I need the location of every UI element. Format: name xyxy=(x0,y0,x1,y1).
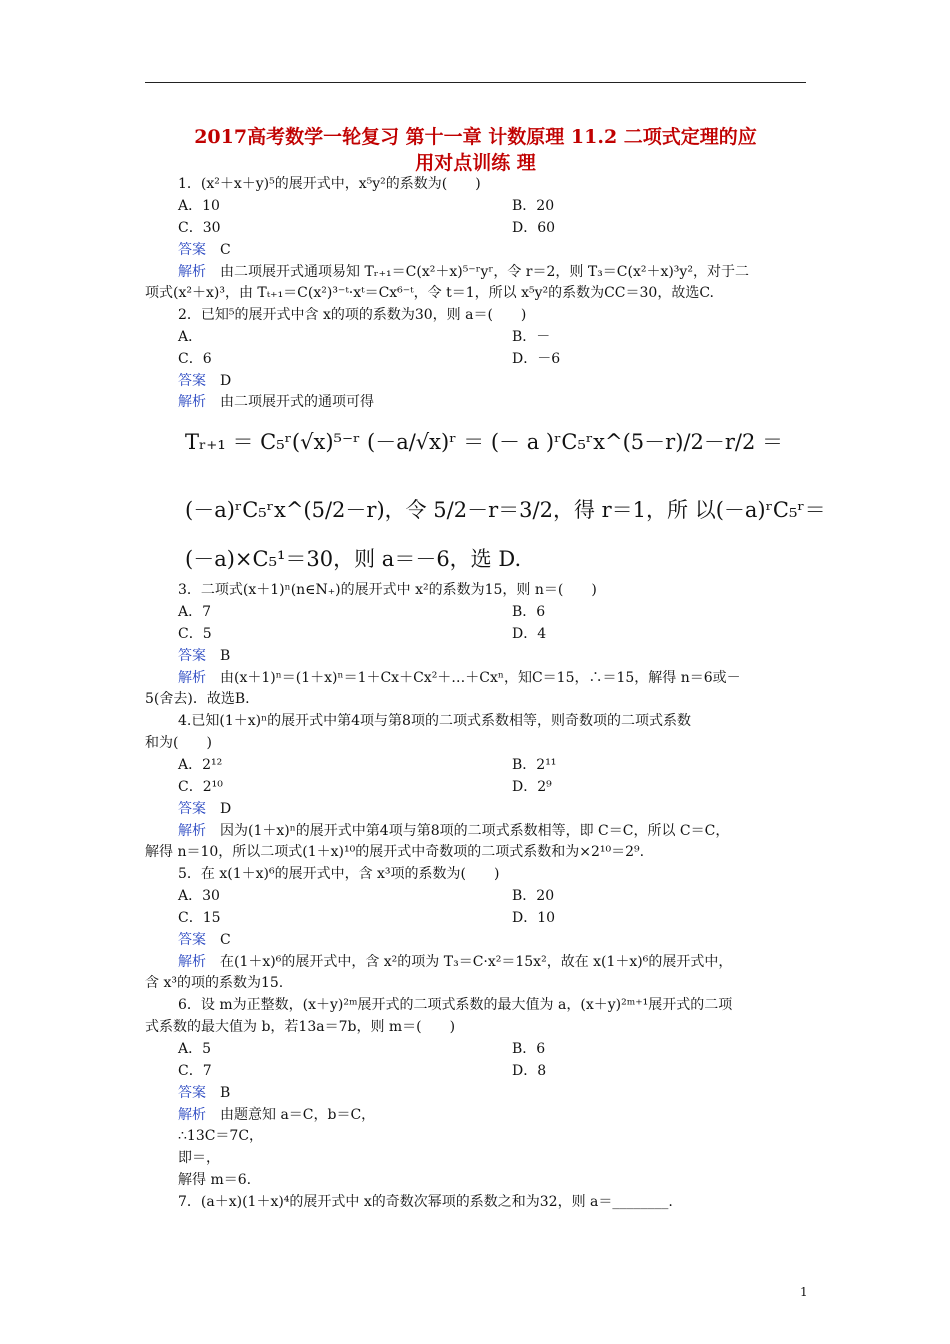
q3-answer-row xyxy=(178,647,230,665)
q5-answer: C xyxy=(220,932,231,948)
q4-explain-1: 因为(1＋x)ⁿ的展开式中第4项与第8项的二项式系数相等，即 C＝C，所以 C＝C， xyxy=(220,823,730,839)
q1-option-a: A．10 xyxy=(178,198,220,214)
q6-stem-2: 式系数的最大值为 b，若13a＝7b，则 m＝( ) xyxy=(145,1019,456,1035)
page-title xyxy=(145,124,806,176)
q2-explain-1: 由二项展开式的通项可得 xyxy=(220,394,374,410)
q2-formula-3: (－a)×C₅¹＝30，则 a＝－6，选 D. xyxy=(185,547,522,571)
explain-label: 解析 xyxy=(178,394,206,410)
q1-explain-2: 项式(x²＋x)³，由 Tₜ₊₁＝C(x²)³⁻ᵗ·xᵗ＝Cx⁶⁻ᵗ，令 t＝1，所以 x⁵y²的系数为CC＝30，故选C. xyxy=(145,285,715,301)
q2-option-c: C．6 xyxy=(178,351,212,367)
q6-stem-1: 6．设 m为正整数，(x＋y)²ᵐ展开式的二项式系数的最大值为 a，(x＋y)²ᵐ⁺¹展开式的二项 xyxy=(178,997,733,1013)
q6-explain-row xyxy=(178,1106,375,1124)
q2-explain-row xyxy=(178,393,374,411)
q4-answer-row xyxy=(178,800,231,818)
title-line-1: 2017高考数学一轮复习 第十一章 计数原理 11.2 二项式定理的应 xyxy=(194,126,757,148)
explain-label: 解析 xyxy=(178,823,206,839)
page-number: 1 xyxy=(800,1285,808,1299)
q1-answer-row xyxy=(178,241,231,259)
q5-option-c: C．15 xyxy=(178,910,221,926)
answer-label: 答案 xyxy=(178,801,206,817)
q6-explain-1: 由题意知 a＝C，b＝C， xyxy=(220,1107,376,1123)
q4-option-b: B．2¹¹ xyxy=(512,757,557,773)
q3-answer: B xyxy=(220,648,231,664)
q2-formula-1: Tᵣ₊₁ ＝ C₅ʳ(√x)⁵⁻ʳ (－a/√x)ʳ ＝ (－ a )ʳC₅ʳx^(5－r)/2－r/2 ＝ xyxy=(185,430,783,454)
q5-option-a: A．30 xyxy=(178,888,220,904)
q4-answer: D xyxy=(220,801,232,817)
q5-answer-row xyxy=(178,931,231,949)
q6-option-c: C．7 xyxy=(178,1063,212,1079)
q6-answer-row xyxy=(178,1084,230,1102)
answer-label: 答案 xyxy=(178,648,206,664)
q3-option-a: A．7 xyxy=(178,604,212,620)
q2-answer-row xyxy=(178,372,231,390)
q4-option-a: A．2¹² xyxy=(178,757,223,773)
q4-stem-1: 4.已知(1＋x)ⁿ的展开式中第4项与第8项的二项式系数相等，则奇数项的二项式系数 xyxy=(178,713,691,729)
q4-option-d: D．2⁹ xyxy=(512,779,552,795)
q6-option-d: D．8 xyxy=(512,1063,547,1079)
q5-stem: 5．在 x(1＋x)⁶的展开式中，含 x³项的系数为( ) xyxy=(178,866,500,882)
q5-explain-2: 含 x³的项的系数为15. xyxy=(145,975,284,991)
q2-stem: 2．已知⁵的展开式中含 x的项的系数为30，则 a＝( ) xyxy=(178,307,527,323)
q3-explain-2: 5(舍去)．故选B. xyxy=(145,691,250,707)
q7-stem: 7．(a＋x)(1＋x)⁴的展开式中 x的奇数次幂项的系数之和为32，则 a＝________. xyxy=(178,1194,673,1210)
header-rule xyxy=(145,82,806,83)
q1-explain-row xyxy=(178,263,749,281)
q3-option-c: C．5 xyxy=(178,626,212,642)
q4-stem-2: 和为( ) xyxy=(145,735,212,751)
q4-explain-2: 解得 n＝10，所以二项式(1＋x)¹⁰的展开式中奇数项的二项式系数和为×2¹⁰＝2⁹. xyxy=(145,844,645,860)
q5-option-b: B．20 xyxy=(512,888,555,904)
q3-stem: 3．二项式(x＋1)ⁿ(n∈N₊)的展开式中 x²的系数为15，则 n＝( ) xyxy=(178,582,597,598)
q1-stem: 1．(x²＋x＋y)⁵的展开式中，x⁵y²的系数为( ) xyxy=(178,176,481,192)
explain-label: 解析 xyxy=(178,954,206,970)
answer-label: 答案 xyxy=(178,373,206,389)
title-line-2: 用对点训练 理 xyxy=(415,152,536,174)
q2-option-b: B．－ xyxy=(512,329,551,345)
q2-formula-2: (－a)ʳC₅ʳx^(5/2－r)，令 5/2－r＝3/2，得 r＝1，所 以(－a)ʳC₅ʳ＝ xyxy=(185,498,826,522)
q4-option-c: C．2¹⁰ xyxy=(178,779,223,795)
q6-answer: B xyxy=(220,1085,231,1101)
q5-explain-row xyxy=(178,953,732,971)
q1-option-d: D．60 xyxy=(512,220,556,236)
q2-option-a: A． xyxy=(178,329,203,345)
answer-label: 答案 xyxy=(178,242,206,258)
q3-option-b: B．6 xyxy=(512,604,546,620)
q6-explain-4: 解得 m＝6. xyxy=(178,1172,252,1188)
answer-label: 答案 xyxy=(178,932,206,948)
q6-explain-2: ∴13C＝7C， xyxy=(178,1128,264,1144)
answer-label: 答案 xyxy=(178,1085,206,1101)
q3-explain-1: 由(x＋1)ⁿ＝(1＋x)ⁿ＝1＋Cx＋Cx²＋…＋Cxⁿ，知C＝15，∴＝15，解得 n＝6或－ xyxy=(220,670,741,686)
q6-option-a: A．5 xyxy=(178,1041,212,1057)
q2-answer: D xyxy=(220,373,232,389)
q5-explain-1: 在(1＋x)⁶的展开式中，含 x²的项为 T₃＝C·x²＝15x²，故在 x(1＋x)⁶的展开式中， xyxy=(220,954,733,970)
explain-label: 解析 xyxy=(178,1107,206,1123)
q1-answer: C xyxy=(220,242,231,258)
q6-explain-3: 即＝， xyxy=(178,1150,220,1166)
q1-option-c: C．30 xyxy=(178,220,221,236)
explain-label: 解析 xyxy=(178,670,206,686)
explain-label: 解析 xyxy=(178,264,206,280)
q1-option-b: B．20 xyxy=(512,198,555,214)
q1-explain-1: 由二项展开式通项易知 Tᵣ₊₁＝C(x²＋x)⁵⁻ʳyʳ，令 r＝2，则 T₃＝C(x²＋x)³y²，对于二 xyxy=(220,264,749,280)
q2-option-d: D．－6 xyxy=(512,351,561,367)
q5-option-d: D．10 xyxy=(512,910,556,926)
q3-option-d: D．4 xyxy=(512,626,547,642)
q4-explain-row xyxy=(178,822,729,840)
q3-explain-row xyxy=(178,669,741,687)
q6-option-b: B．6 xyxy=(512,1041,546,1057)
